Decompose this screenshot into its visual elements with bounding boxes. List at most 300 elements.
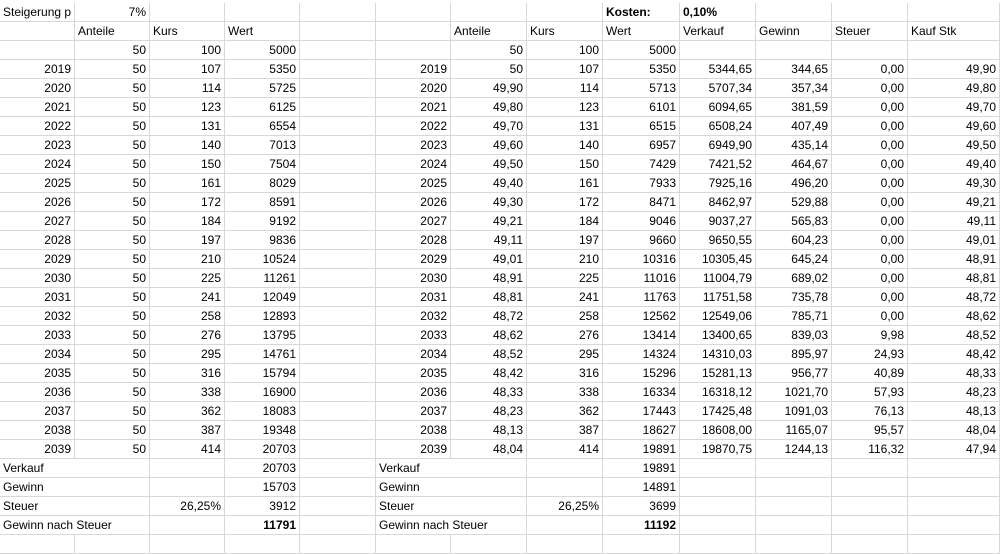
left-table-cell[interactable]: 2021	[0, 98, 75, 117]
left-summary-value[interactable]: 11791	[225, 516, 300, 535]
right-table-cell[interactable]: 435,14	[756, 136, 832, 155]
empty-cell[interactable]	[832, 497, 908, 516]
empty-cell[interactable]	[300, 250, 376, 269]
right-table-cell[interactable]: 1244,13	[756, 440, 832, 459]
right-table-cell[interactable]: 6508,24	[680, 117, 756, 136]
right-table-cell[interactable]: 9046	[603, 212, 680, 231]
right-table-cell[interactable]: 48,91	[451, 269, 527, 288]
empty-cell[interactable]	[300, 117, 376, 136]
right-table-cell[interactable]: 76,13	[832, 402, 908, 421]
right-header-cell[interactable]: Kurs	[527, 22, 603, 41]
right-table-cell[interactable]: 11751,58	[680, 288, 756, 307]
right-table-cell[interactable]: 17425,48	[680, 402, 756, 421]
right-table-cell[interactable]: 2036	[376, 383, 451, 402]
left-table-cell[interactable]: 12893	[225, 307, 300, 326]
left-table-cell[interactable]: 295	[150, 345, 225, 364]
right-table-cell[interactable]: 2020	[376, 79, 451, 98]
left-table-cell[interactable]: 50	[75, 269, 150, 288]
right-table-cell[interactable]: 11763	[603, 288, 680, 307]
right-table-cell[interactable]: 0,00	[832, 250, 908, 269]
kosten-value[interactable]: 0,10%	[680, 3, 756, 22]
left-table-cell[interactable]: 5350	[225, 60, 300, 79]
empty-cell[interactable]	[756, 516, 832, 535]
right-table-cell[interactable]: 95,57	[832, 421, 908, 440]
empty-cell[interactable]	[756, 535, 832, 554]
right-table-cell[interactable]: 2035	[376, 364, 451, 383]
empty-cell[interactable]	[756, 41, 832, 60]
right-table-cell[interactable]: 1091,03	[756, 402, 832, 421]
left-table-cell[interactable]: 20703	[225, 440, 300, 459]
right-table-cell[interactable]: 6094,65	[680, 98, 756, 117]
left-table-cell[interactable]: 2028	[0, 231, 75, 250]
right-table-cell[interactable]: 48,81	[908, 269, 1000, 288]
right-table-cell[interactable]: 2028	[376, 231, 451, 250]
right-header-cell[interactable]: Gewinn	[756, 22, 832, 41]
left-table-cell[interactable]: 50	[75, 307, 150, 326]
left-table-cell[interactable]: 50	[75, 136, 150, 155]
right-summary-value[interactable]: 19891	[603, 459, 680, 478]
right-table-cell[interactable]: 17443	[603, 402, 680, 421]
left-table-cell[interactable]: 2032	[0, 307, 75, 326]
right-table-cell[interactable]: 49,60	[451, 136, 527, 155]
left-start-wert[interactable]: 5000	[225, 41, 300, 60]
right-table-cell[interactable]: 2034	[376, 345, 451, 364]
empty-cell[interactable]	[832, 459, 908, 478]
left-table-cell[interactable]: 131	[150, 117, 225, 136]
right-summary-label[interactable]: Verkauf	[376, 459, 527, 478]
left-table-cell[interactable]: 13795	[225, 326, 300, 345]
right-table-cell[interactable]: 2022	[376, 117, 451, 136]
left-table-cell[interactable]: 5725	[225, 79, 300, 98]
left-table-cell[interactable]: 14761	[225, 345, 300, 364]
right-table-cell[interactable]: 116,32	[832, 440, 908, 459]
right-table-cell[interactable]: 956,77	[756, 364, 832, 383]
right-table-cell[interactable]: 2026	[376, 193, 451, 212]
left-summary-label[interactable]: Gewinn	[0, 478, 150, 497]
right-table-cell[interactable]: 24,93	[832, 345, 908, 364]
left-table-cell[interactable]: 362	[150, 402, 225, 421]
right-table-cell[interactable]: 316	[527, 364, 603, 383]
right-table-cell[interactable]: 48,42	[451, 364, 527, 383]
empty-cell[interactable]	[300, 212, 376, 231]
empty-cell[interactable]	[300, 307, 376, 326]
right-table-cell[interactable]: 0,00	[832, 98, 908, 117]
left-table-cell[interactable]: 50	[75, 402, 150, 421]
empty-cell[interactable]	[300, 155, 376, 174]
right-table-cell[interactable]: 565,83	[756, 212, 832, 231]
left-table-cell[interactable]: 2025	[0, 174, 75, 193]
right-table-cell[interactable]: 48,23	[908, 383, 1000, 402]
left-table-cell[interactable]: 225	[150, 269, 225, 288]
right-table-cell[interactable]: 496,20	[756, 174, 832, 193]
left-table-cell[interactable]: 387	[150, 421, 225, 440]
right-table-cell[interactable]: 40,89	[832, 364, 908, 383]
right-table-cell[interactable]: 9037,27	[680, 212, 756, 231]
right-table-cell[interactable]: 2029	[376, 250, 451, 269]
right-table-cell[interactable]: 8471	[603, 193, 680, 212]
right-table-cell[interactable]: 6949,90	[680, 136, 756, 155]
left-table-cell[interactable]: 50	[75, 440, 150, 459]
right-summary-value[interactable]: 14891	[603, 478, 680, 497]
empty-cell[interactable]	[300, 326, 376, 345]
right-table-cell[interactable]: 11004,79	[680, 269, 756, 288]
empty-cell[interactable]	[75, 535, 150, 554]
right-table-cell[interactable]: 48,81	[451, 288, 527, 307]
kosten-label[interactable]: Kosten:	[603, 3, 680, 22]
empty-cell[interactable]	[832, 3, 908, 22]
right-table-cell[interactable]: 2039	[376, 440, 451, 459]
left-table-cell[interactable]: 241	[150, 288, 225, 307]
right-table-cell[interactable]: 2033	[376, 326, 451, 345]
right-table-cell[interactable]: 210	[527, 250, 603, 269]
empty-cell[interactable]	[680, 535, 756, 554]
right-table-cell[interactable]: 357,34	[756, 79, 832, 98]
right-table-cell[interactable]: 150	[527, 155, 603, 174]
right-table-cell[interactable]: 785,71	[756, 307, 832, 326]
empty-cell[interactable]	[300, 478, 376, 497]
right-table-cell[interactable]: 15281,13	[680, 364, 756, 383]
empty-cell[interactable]	[756, 497, 832, 516]
right-table-cell[interactable]: 11016	[603, 269, 680, 288]
empty-cell[interactable]	[300, 459, 376, 478]
left-table-cell[interactable]: 50	[75, 79, 150, 98]
empty-cell[interactable]	[908, 478, 1000, 497]
right-table-cell[interactable]: 464,67	[756, 155, 832, 174]
right-table-cell[interactable]: 0,00	[832, 269, 908, 288]
right-table-cell[interactable]: 0,00	[832, 136, 908, 155]
right-table-cell[interactable]: 7429	[603, 155, 680, 174]
left-table-cell[interactable]: 50	[75, 326, 150, 345]
left-table-cell[interactable]: 7013	[225, 136, 300, 155]
left-table-cell[interactable]: 50	[75, 231, 150, 250]
left-table-cell[interactable]: 15794	[225, 364, 300, 383]
left-table-cell[interactable]: 8029	[225, 174, 300, 193]
empty-cell[interactable]	[300, 288, 376, 307]
right-table-cell[interactable]: 10316	[603, 250, 680, 269]
right-table-cell[interactable]: 18627	[603, 421, 680, 440]
empty-cell[interactable]	[150, 459, 225, 478]
empty-cell[interactable]	[756, 478, 832, 497]
left-table-cell[interactable]: 2037	[0, 402, 75, 421]
right-table-cell[interactable]: 48,52	[908, 326, 1000, 345]
right-header-cell[interactable]: Verkauf	[680, 22, 756, 41]
right-table-cell[interactable]: 2025	[376, 174, 451, 193]
left-table-cell[interactable]: 2030	[0, 269, 75, 288]
left-table-cell[interactable]: 8591	[225, 193, 300, 212]
right-table-cell[interactable]: 49,50	[451, 155, 527, 174]
right-table-cell[interactable]: 735,78	[756, 288, 832, 307]
right-table-cell[interactable]: 49,11	[451, 231, 527, 250]
right-table-cell[interactable]: 49,30	[908, 174, 1000, 193]
left-summary-value[interactable]: 3912	[225, 497, 300, 516]
left-summary-label[interactable]: Steuer	[0, 497, 150, 516]
left-table-cell[interactable]: 2038	[0, 421, 75, 440]
right-table-cell[interactable]: 49,90	[908, 60, 1000, 79]
empty-cell[interactable]	[376, 3, 451, 22]
empty-cell[interactable]	[300, 535, 376, 554]
empty-cell[interactable]	[451, 535, 527, 554]
empty-cell[interactable]	[603, 535, 680, 554]
right-table-cell[interactable]: 6515	[603, 117, 680, 136]
left-table-cell[interactable]: 161	[150, 174, 225, 193]
right-table-cell[interactable]: 48,13	[451, 421, 527, 440]
empty-cell[interactable]	[376, 535, 451, 554]
right-table-cell[interactable]: 276	[527, 326, 603, 345]
empty-cell[interactable]	[680, 41, 756, 60]
empty-cell[interactable]	[908, 41, 1000, 60]
empty-cell[interactable]	[376, 41, 451, 60]
right-table-cell[interactable]: 1021,70	[756, 383, 832, 402]
empty-cell[interactable]	[451, 3, 527, 22]
right-table-cell[interactable]: 48,62	[908, 307, 1000, 326]
right-summary-label[interactable]: Gewinn nach Steuer	[376, 516, 527, 535]
left-header-cell[interactable]: Anteile	[75, 22, 150, 41]
right-table-cell[interactable]: 0,00	[832, 155, 908, 174]
right-table-cell[interactable]: 0,00	[832, 60, 908, 79]
left-table-cell[interactable]: 150	[150, 155, 225, 174]
left-table-cell[interactable]: 2023	[0, 136, 75, 155]
empty-cell[interactable]	[150, 535, 225, 554]
right-table-cell[interactable]: 2038	[376, 421, 451, 440]
right-table-cell[interactable]: 49,11	[908, 212, 1000, 231]
right-table-cell[interactable]: 895,97	[756, 345, 832, 364]
left-table-cell[interactable]: 140	[150, 136, 225, 155]
right-table-cell[interactable]: 15296	[603, 364, 680, 383]
right-header-cell[interactable]: Steuer	[832, 22, 908, 41]
right-table-cell[interactable]: 0,00	[832, 117, 908, 136]
empty-cell[interactable]	[300, 383, 376, 402]
right-table-cell[interactable]: 19891	[603, 440, 680, 459]
empty-cell[interactable]	[680, 478, 756, 497]
right-table-cell[interactable]: 48,72	[908, 288, 1000, 307]
empty-cell[interactable]	[376, 22, 451, 41]
right-table-cell[interactable]: 9660	[603, 231, 680, 250]
left-table-cell[interactable]: 2019	[0, 60, 75, 79]
right-table-cell[interactable]: 49,01	[908, 231, 1000, 250]
right-table-cell[interactable]: 338	[527, 383, 603, 402]
left-table-cell[interactable]: 338	[150, 383, 225, 402]
left-summary-label[interactable]: Gewinn nach Steuer	[0, 516, 150, 535]
left-table-cell[interactable]: 2022	[0, 117, 75, 136]
left-header-cell[interactable]: Wert	[225, 22, 300, 41]
right-table-cell[interactable]: 49,30	[451, 193, 527, 212]
left-table-cell[interactable]: 2036	[0, 383, 75, 402]
right-table-cell[interactable]: 16334	[603, 383, 680, 402]
right-table-cell[interactable]: 295	[527, 345, 603, 364]
empty-cell[interactable]	[756, 459, 832, 478]
empty-cell[interactable]	[832, 478, 908, 497]
left-table-cell[interactable]: 50	[75, 212, 150, 231]
empty-cell[interactable]	[300, 402, 376, 421]
empty-cell[interactable]	[300, 174, 376, 193]
empty-cell[interactable]	[225, 3, 300, 22]
empty-cell[interactable]	[300, 345, 376, 364]
right-table-cell[interactable]: 2030	[376, 269, 451, 288]
left-table-cell[interactable]: 50	[75, 174, 150, 193]
right-table-cell[interactable]: 49,60	[908, 117, 1000, 136]
right-table-cell[interactable]: 645,24	[756, 250, 832, 269]
right-table-cell[interactable]: 48,91	[908, 250, 1000, 269]
right-table-cell[interactable]: 12549,06	[680, 307, 756, 326]
right-table-cell[interactable]: 839,03	[756, 326, 832, 345]
right-table-cell[interactable]: 57,93	[832, 383, 908, 402]
left-table-cell[interactable]: 11261	[225, 269, 300, 288]
empty-cell[interactable]	[300, 22, 376, 41]
left-table-cell[interactable]: 19348	[225, 421, 300, 440]
right-table-cell[interactable]: 0,00	[832, 174, 908, 193]
empty-cell[interactable]	[300, 269, 376, 288]
right-table-cell[interactable]: 5350	[603, 60, 680, 79]
left-table-cell[interactable]: 2027	[0, 212, 75, 231]
left-summary-label[interactable]: Verkauf	[0, 459, 150, 478]
right-table-cell[interactable]: 689,02	[756, 269, 832, 288]
right-table-cell[interactable]: 16318,12	[680, 383, 756, 402]
left-table-cell[interactable]: 2035	[0, 364, 75, 383]
right-table-cell[interactable]: 48,13	[908, 402, 1000, 421]
left-table-cell[interactable]: 2033	[0, 326, 75, 345]
right-table-cell[interactable]: 5344,65	[680, 60, 756, 79]
right-table-cell[interactable]: 49,50	[908, 136, 1000, 155]
right-table-cell[interactable]: 49,70	[908, 98, 1000, 117]
right-table-cell[interactable]: 123	[527, 98, 603, 117]
right-table-cell[interactable]: 172	[527, 193, 603, 212]
empty-cell[interactable]	[300, 79, 376, 98]
right-table-cell[interactable]: 0,00	[832, 193, 908, 212]
right-table-cell[interactable]: 1165,07	[756, 421, 832, 440]
right-table-cell[interactable]: 6101	[603, 98, 680, 117]
right-table-cell[interactable]: 48,42	[908, 345, 1000, 364]
left-table-cell[interactable]: 10524	[225, 250, 300, 269]
left-table-cell[interactable]: 50	[75, 345, 150, 364]
left-table-cell[interactable]: 9836	[225, 231, 300, 250]
right-table-cell[interactable]: 131	[527, 117, 603, 136]
right-table-cell[interactable]: 7933	[603, 174, 680, 193]
right-table-cell[interactable]: 49,80	[908, 79, 1000, 98]
right-start-wert[interactable]: 5000	[603, 41, 680, 60]
right-summary-value[interactable]: 3699	[603, 497, 680, 516]
left-start-anteile[interactable]: 50	[75, 41, 150, 60]
right-table-cell[interactable]: 0,00	[832, 231, 908, 250]
right-table-cell[interactable]: 8462,97	[680, 193, 756, 212]
empty-cell[interactable]	[300, 60, 376, 79]
empty-cell[interactable]	[150, 478, 225, 497]
empty-cell[interactable]	[908, 497, 1000, 516]
empty-cell[interactable]	[300, 41, 376, 60]
steigerung-value[interactable]: 7%	[75, 3, 150, 22]
empty-cell[interactable]	[0, 22, 75, 41]
empty-cell[interactable]	[300, 364, 376, 383]
right-table-cell[interactable]: 49,40	[908, 155, 1000, 174]
left-table-cell[interactable]: 6125	[225, 98, 300, 117]
right-table-cell[interactable]: 529,88	[756, 193, 832, 212]
right-table-cell[interactable]: 14310,03	[680, 345, 756, 364]
right-table-cell[interactable]: 2027	[376, 212, 451, 231]
right-table-cell[interactable]: 107	[527, 60, 603, 79]
left-table-cell[interactable]: 2024	[0, 155, 75, 174]
left-table-cell[interactable]: 276	[150, 326, 225, 345]
right-table-cell[interactable]: 604,23	[756, 231, 832, 250]
right-table-cell[interactable]: 7421,52	[680, 155, 756, 174]
right-table-cell[interactable]: 5707,34	[680, 79, 756, 98]
left-start-kurs[interactable]: 100	[150, 41, 225, 60]
left-table-cell[interactable]: 2039	[0, 440, 75, 459]
left-table-cell[interactable]: 16900	[225, 383, 300, 402]
right-table-cell[interactable]: 2031	[376, 288, 451, 307]
right-table-cell[interactable]: 9,98	[832, 326, 908, 345]
right-table-cell[interactable]: 0,00	[832, 288, 908, 307]
empty-cell[interactable]	[150, 516, 225, 535]
empty-cell[interactable]	[300, 497, 376, 516]
left-header-cell[interactable]: Kurs	[150, 22, 225, 41]
left-table-cell[interactable]: 18083	[225, 402, 300, 421]
left-table-cell[interactable]: 50	[75, 98, 150, 117]
empty-cell[interactable]	[832, 516, 908, 535]
right-table-cell[interactable]: 48,52	[451, 345, 527, 364]
right-table-cell[interactable]: 10305,45	[680, 250, 756, 269]
right-table-cell[interactable]: 2023	[376, 136, 451, 155]
empty-cell[interactable]	[300, 3, 376, 22]
left-table-cell[interactable]: 7504	[225, 155, 300, 174]
empty-cell[interactable]	[150, 3, 225, 22]
left-table-cell[interactable]: 6554	[225, 117, 300, 136]
right-table-cell[interactable]: 2037	[376, 402, 451, 421]
right-summary-label[interactable]: Gewinn	[376, 478, 527, 497]
right-table-cell[interactable]: 0,00	[832, 79, 908, 98]
right-summary-value[interactable]: 11192	[603, 516, 680, 535]
empty-cell[interactable]	[300, 98, 376, 117]
empty-cell[interactable]	[680, 516, 756, 535]
empty-cell[interactable]	[300, 421, 376, 440]
right-table-cell[interactable]: 49,21	[451, 212, 527, 231]
right-table-cell[interactable]: 184	[527, 212, 603, 231]
right-table-cell[interactable]: 0,00	[832, 212, 908, 231]
left-table-cell[interactable]: 172	[150, 193, 225, 212]
right-table-cell[interactable]: 49,90	[451, 79, 527, 98]
empty-cell[interactable]	[300, 231, 376, 250]
right-table-cell[interactable]: 2019	[376, 60, 451, 79]
left-table-cell[interactable]: 316	[150, 364, 225, 383]
right-table-cell[interactable]: 13414	[603, 326, 680, 345]
left-table-cell[interactable]: 2029	[0, 250, 75, 269]
left-table-cell[interactable]: 50	[75, 117, 150, 136]
right-table-cell[interactable]: 2021	[376, 98, 451, 117]
left-table-cell[interactable]: 258	[150, 307, 225, 326]
left-table-cell[interactable]: 50	[75, 288, 150, 307]
left-table-cell[interactable]: 107	[150, 60, 225, 79]
right-summary-rate[interactable]: 26,25%	[527, 497, 603, 516]
empty-cell[interactable]	[527, 535, 603, 554]
right-table-cell[interactable]: 114	[527, 79, 603, 98]
right-table-cell[interactable]: 0,00	[832, 307, 908, 326]
right-header-cell[interactable]: Kauf Stk	[908, 22, 1000, 41]
left-table-cell[interactable]: 414	[150, 440, 225, 459]
left-table-cell[interactable]: 12049	[225, 288, 300, 307]
right-table-cell[interactable]: 18608,00	[680, 421, 756, 440]
right-summary-label[interactable]: Steuer	[376, 497, 527, 516]
right-table-cell[interactable]: 140	[527, 136, 603, 155]
right-table-cell[interactable]: 362	[527, 402, 603, 421]
left-table-cell[interactable]: 50	[75, 364, 150, 383]
left-table-cell[interactable]: 2031	[0, 288, 75, 307]
left-table-cell[interactable]: 50	[75, 155, 150, 174]
right-table-cell[interactable]: 48,62	[451, 326, 527, 345]
left-table-cell[interactable]: 50	[75, 60, 150, 79]
right-table-cell[interactable]: 225	[527, 269, 603, 288]
empty-cell[interactable]	[680, 459, 756, 478]
empty-cell[interactable]	[832, 41, 908, 60]
empty-cell[interactable]	[908, 516, 1000, 535]
right-table-cell[interactable]: 48,23	[451, 402, 527, 421]
